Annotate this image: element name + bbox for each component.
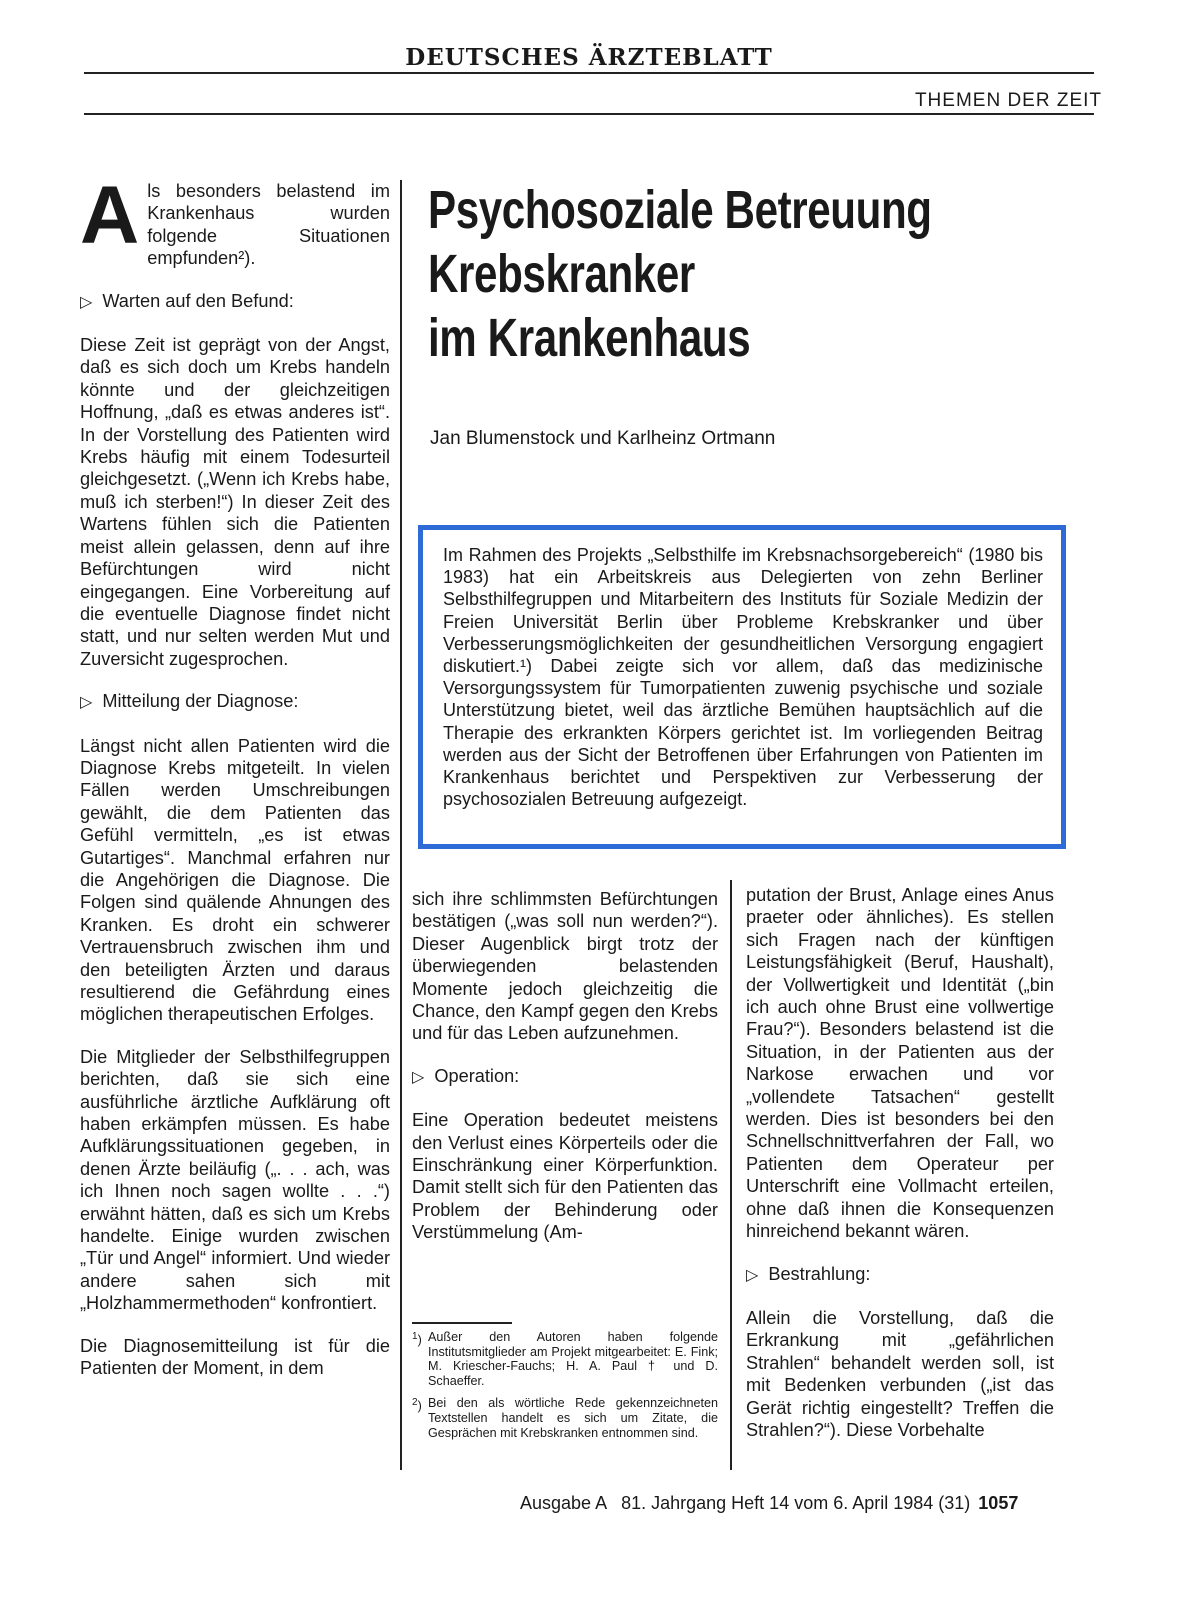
subheading-befund	[80, 290, 390, 314]
column-2	[412, 888, 718, 1264]
abstract-text: Im Rahmen des Projekts „Selbsthilfe im Krebsnachsorgebereich“ (1980 bis 1983) hat ein Arbeitskreis aus Delegierten von zehn Berliner Selbsthilfegruppen und Mitarbeitern des Instituts für Soziale Medizin der Freien Universität Berlin über Probleme Krebskranker und über Verbesserungsmöglichkeiten der gesundheitlichen Versorgung engagiert diskutiert.¹) Dabei zeigte sich vor allem, daß das medizinische Versorgungssystem für Tumorpatienten zuwenig psychische und soziale Unterstützung bietet, weil das ärztliche Bemühen hauptsächlich auf die Therapie des erkrankten Körpers gerichtet ist. Im vorliegenden Beitrag werden aus der Sicht der Betroffenen über Erfahrungen von Patienten im Krankenhaus berichtet und Perspektiven zur Verbesserung der psychosozialen Betreuung aufgezeigt.	[443, 545, 1043, 810]
subheading-text: Bestrahlung:	[768, 1263, 871, 1284]
paragraph: Diese Zeit ist geprägt von der Angst, daß es sich doch um Krebs handeln könnte und der gleichzeitigen Hoffnung, „daß es etwas anderes ist“. In der Vorstellung des Patienten wird Krebs häufig mit einem Todesurteil gleichgesetzt. („Wenn ich Krebs habe, muß ich sterben!“) In dieser Zeit des Wartens fühlen sich die Patienten meist allein gelassen, denn auf ihre Befürchtungen wird nicht eingegangen. Eine Vorbereitung auf die eventuelle Diagnose findet nicht statt, und nur selten werden Mut und Zuversicht zugesprochen.	[80, 335, 390, 669]
intro-text: ls besonders belastend im Krankenhaus wurden folgende Situationen empfunden²).	[147, 181, 390, 269]
drop-cap: A	[80, 170, 140, 261]
paragraph: Die Mitglieder der Selbsthilfegruppen berichten, daß sie sich eine ausführliche ärztliche Aufklärung oft haben erkämpfen müssen. Es habe Aufklärungssituationen gegeben, in denen Ärzte beiläufig („. . . ach, was ich Ihnen noch sagen wollte . . .“) erwähnt hätten, daß es sich um Krebs handelte. Einige wurden zwischen „Tür und Angel“ informiert. Und wieder andere sahen sich mit „Holzhammermethoden“ konfrontiert.	[80, 1046, 390, 1314]
paragraph: Eine Operation bedeutet meistens den Verlust eines Körperteils oder die Einschränkung einer Körperfunktion. Damit stellt sich für den Patienten das Problem der Behinderung oder Verstümmelung (Am-	[412, 1110, 718, 1243]
paragraph: putation der Brust, Anlage eines Anus praeter oder ähnliches). Es stellen sich Fragen nach der künftigen Leistungsfähigkeit (Beruf, Haushalt), der Vollwertigkeit und Identität („bin ich auch ohne Brust eine vollwertige Frau?“). Besonders belastend ist die Situation, in der Patienten aus der Narkose erwachen und vor „vollendete Tatsachen“ gestellt werden. Dies ist besonders bei den Schnellschnittverfahren der Fall, wo Patienten dem Operateur per Unterschrift eine Vollmacht erteilen, ohne daß ihnen die Konsequenzen hinreichend bekannt wären.	[746, 885, 1054, 1242]
column-divider	[730, 880, 732, 1470]
paragraph: Längst nicht allen Patienten wird die Diagnose Krebs mitgeteilt. In vielen Fällen werden Umschreibungen gewählt, die dem Patienten das Gefühl vermitteln, „es ist etwas Gutartiges“. Manchmal erfahren nur die Angehörigen die Diagnose. Die Folgen sind quälende Ahnungen des Kranken. Es droht ein schwerer Vertrauensbruch zwischen ihm und den beteiligten Ärzten und daraus resultierend die Gefährdung eines möglichen therapeutischen Erfolges.	[80, 735, 390, 1025]
section-rule	[84, 113, 1094, 115]
footnote-mark: 1	[412, 1331, 418, 1342]
page-number: 1057	[978, 1493, 1019, 1513]
footnote-mark: 2	[412, 1397, 418, 1409]
footnote-text: Außer den Autoren haben folgende Institutsmitglieder am Projekt mitgearbeitet: E. Fink; M. Kriescher-Fauchs; H. A. Paul † und D. Schaeffer.	[428, 1330, 718, 1388]
paragraph: sich ihre schlimmsten Befürchtungen bestätigen („was soll nun werden?“). Dieser Augenblick birgt trotz der überwiegenden belastenden Momente jedoch gleichzeitig die Chance, den Kampf gegen den Krebs und für das Leben aufzunehmen.	[412, 889, 718, 1044]
subheading-text: Mitteilung der Diagnose:	[102, 691, 299, 712]
triangle-bullet-icon: ▷	[412, 1068, 425, 1086]
column-3	[746, 884, 1054, 1461]
authors: Jan Blumenstock und Karlheinz Ortmann	[430, 428, 776, 449]
column-divider	[400, 180, 402, 1470]
footnote-text: Bei den als wörtliche Rede gekennzeichneten Textstellen handelt es sich um Zitate, die Gesprächen mit Krebskranken entnommen sind.	[428, 1396, 718, 1440]
title-line: Krebskranker	[428, 244, 695, 304]
subheading-text: Warten auf den Befund:	[102, 290, 294, 311]
masthead-rule	[84, 72, 1094, 74]
subheading-text: Operation:	[434, 1065, 520, 1086]
triangle-bullet-icon: ▷	[80, 293, 93, 311]
section-label: THEMEN DER ZEIT	[914, 90, 1102, 111]
footnote-rule	[412, 1322, 512, 1324]
footnote: $^1$) Außer den Autoren haben folgende Institutsmitglieder am Projekt mitgearbeitet: E. Fink; M. Kriescher-Fauchs; H. A. Paul † und D. Schaeffer.	[412, 1330, 718, 1388]
triangle-bullet-icon: ▷	[80, 694, 93, 712]
title-line: im Krankenhaus	[428, 308, 751, 368]
footnotes	[412, 1330, 718, 1440]
column-1	[80, 170, 390, 1400]
subheading-diagnose	[80, 690, 390, 714]
page-footer	[520, 1493, 1018, 1514]
intro-paragraph	[80, 170, 390, 270]
triangle-bullet-icon: ▷	[746, 1266, 759, 1284]
paragraph: Die Diagnosemitteilung ist für die Patienten der Moment, in dem	[80, 1335, 390, 1379]
paragraph: Allein die Vorstellung, daß die Erkrankung mit „gefährlichen Strahlen“ behandelt werden soll, ist mit Bedenken verbunden („ist das Gerät richtig eingestellt? Treffen die Strahlen?“). Diese Vorbehalte	[746, 1307, 1054, 1440]
title-line: Psychosoziale Betreuung	[428, 180, 932, 240]
masthead: DEUTSCHES ÄRZTEBLATT	[405, 44, 773, 71]
issue-info: Ausgabe A 81. Jahrgang Heft 14 vom 6. April 1984 (31)	[520, 1493, 971, 1513]
footnote: $^2$) Bei den als wörtliche Rede gekennzeichneten Textstellen handelt es sich um Zitate, die Gesprächen mit Krebskranken entnommen sind.	[412, 1396, 718, 1440]
subheading-bestrahlung	[746, 1263, 1054, 1287]
subheading-operation	[412, 1065, 718, 1089]
abstract-box	[418, 525, 1066, 849]
article-title	[428, 178, 932, 370]
